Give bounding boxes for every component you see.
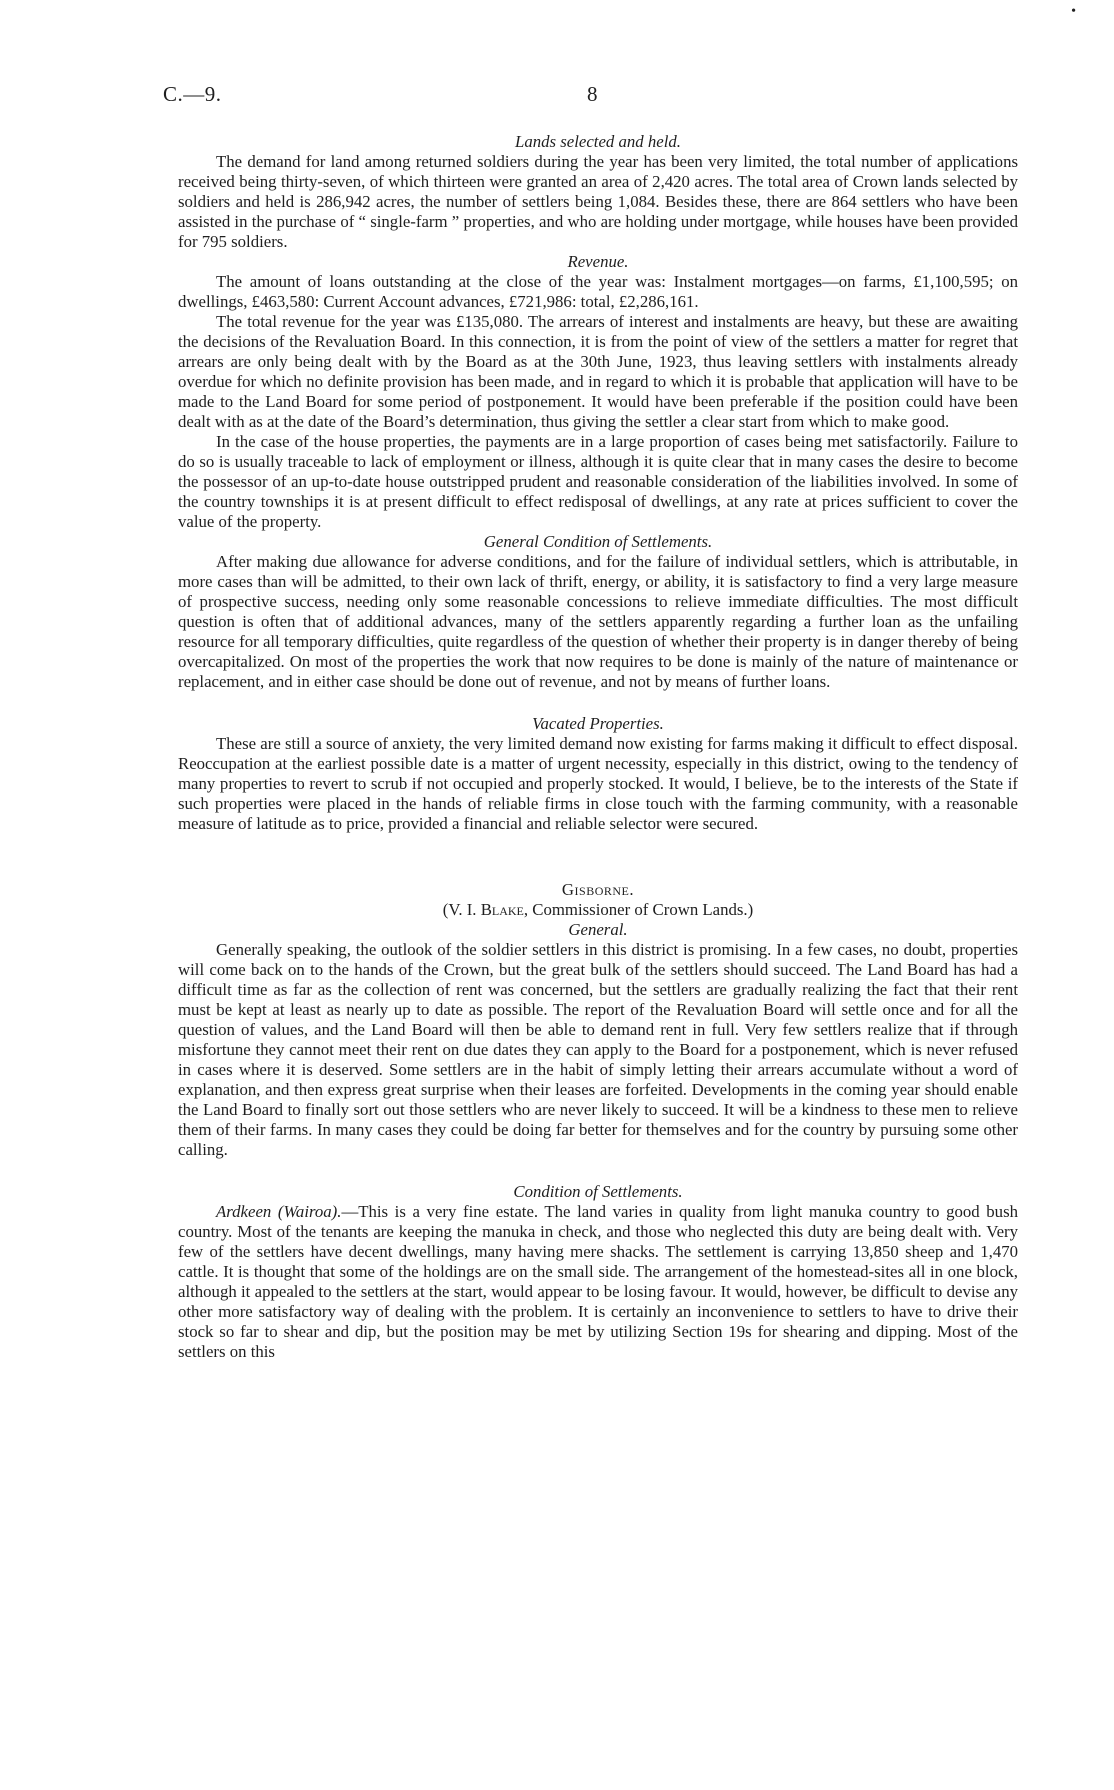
page-mark: •: [1071, 4, 1076, 19]
document-reference: C.—9.: [163, 82, 222, 106]
paragraph: In the case of the house properties, the payments are in a large proportion of cases being met satisfactorily. Failure to do so is usually traceable to lack of employment or illness, although it is quite clear that in many cases the desire to become the possessor of an up-to-date house outstripped prudent and reasonable consideration of the liabilities involved. In some of the country townships it is at present difficult to effect redisposal of dwellings, at any rate at prices sufficient to cover the value of the property.: [178, 432, 1018, 531]
commissioner-line: (V. I. Blake, Commissioner of Crown Lands.): [442, 900, 754, 919]
paragraph: The total revenue for the year was £135,080. The arrears of interest and instalments are heavy, but these are awaiting the decisions of the Revaluation Board. In this connection, it is from the point of view of the settlers a matter for regret that arrears are only being dealt with by the Board as at the 30th June, 1923, thus leaving settlers with instalments already overdue for which no definite provision has been made, and in regard to which it is probable that application will have to be made to the Land Board for some period of postponement. It would have been preferable if the position could have been dealt with as at the date of the Board’s determination, thus giving the settler a clear start from which to make good.: [178, 312, 1018, 431]
heading-condition-of-settlements: Condition of Settlements.: [513, 1182, 683, 1201]
heading-lands-selected: Lands selected and held.: [515, 132, 681, 151]
paragraph: Generally speaking, the outlook of the soldier settlers in this district is promising. In a few cases, no doubt, properties will come back on to the hands of the Crown, but the great bulk of the settlers should succeed. The Land Board has had a difficult time as far as the collection of rent was concerned, but the settlers are gradually realizing the fact that their rent must be kept at least as nearly up to date as possible. The report of the Revaluation Board will settle once and for all the question of values, and the Land Board will then be able to demand rent in full. Very few settlers realize that if through misfortune they cannot meet their rent on due dates they can apply to the Board for a postponement, which is never refused in cases where it is deserved. Some settlers are in the habit of simply letting their arrears accumulate without a word of explanation, and then express great surprise when their leases are forfeited. Developments in the coming year should enable the Land Board to finally sort out those settlers who are never likely to succeed. It will be a kindness to these men to relieve them of their farms. In many cases they could be doing far better for themselves and for the country by pursuing some other calling.: [178, 940, 1018, 1159]
heading-vacated-properties: Vacated Properties.: [532, 714, 664, 733]
district-heading: Gisborne.: [561, 880, 635, 899]
settlement-name: Ardkeen (Wairoa).: [216, 1202, 342, 1221]
paragraph: These are still a source of anxiety, the very limited demand now existing for farms making it difficult to effect disposal. Reoccupation at the earliest possible date is a matter of urgent necessity, especially in this district, owing to the tendency of many properties to revert to scrub if not occupied and properly stocked. It would, I believe, be to the interests of the State if such properties were placed in the hands of reliable firms in close touch with the farming community, with a reasonable measure of latitude as to price, provided a financial and reliable selector were secured.: [178, 734, 1018, 833]
paragraph: The amount of loans outstanding at the close of the year was: Instalment mortgages—on farms, £1,100,595; on dwellings, £463,580: Current Account advances, £721,986: total, £2,286,161.: [178, 272, 1018, 311]
heading-general-condition: General Condition of Settlements.: [483, 532, 713, 551]
page-number: 8: [587, 82, 598, 106]
body-text: [178, 132, 1018, 1362]
paragraph: The demand for land among returned soldiers during the year has been very limited, the total number of applications received being thirty-seven, of which thirteen were granted an area of 2,420 acres. The total area of Crown lands selected by soldiers and held is 286,942 acres, the number of settlers being 1,084. Besides these, there are 864 settlers who have been assisted in the purchase of “ single-farm ” properties, and who are holding under mortgage, while houses have been provided for 795 soldiers.: [178, 152, 1018, 251]
heading-revenue: Revenue.: [567, 252, 629, 271]
paragraph: After making due allowance for adverse conditions, and for the failure of individual settlers, which is attributable, in more cases than will be admitted, to their own lack of thrift, energy, or ability, it is satisfactory to find a very large measure of prospective success, needing only some reasonable concessions to relieve immediate difficulties. The most difficult question is often that of additional advances, many of the settlers apparently regarding a further loan as the unfailing resource for all temporary difficulties, quite regardless of the question of whether their property is in danger thereby of being overcapitalized. On most of the properties the work that now requires to be done is mainly of the nature of maintenance or replacement, and in either case should be done out of revenue, and not by means of further loans.: [178, 552, 1018, 691]
heading-general: General.: [568, 920, 628, 939]
paragraph: Ardkeen (Wairoa).—This is a very fine estate. The land varies in quality from light manuka country to good bush country. Most of the tenants are keeping the manuka in check, and those who neglected this duty are being dealt with. Very few of the settlers have decent dwellings, many having mere shacks. The settlement is carrying 13,850 sheep and 1,470 cattle. It is thought that some of the holdings are on the small side. The arrangement of the homestead-sites all in one block, although it appealed to the settlers at the start, would appear to be losing favour. It would, however, be difficult to devise any other more satisfactory way of dealing with the problem. It is certainly an inconvenience to settlers to have to drive their stock so far to shear and dip, but the position may be met by utilizing Section 19s for shearing and dipping. Most of the settlers on this: [178, 1202, 1018, 1361]
